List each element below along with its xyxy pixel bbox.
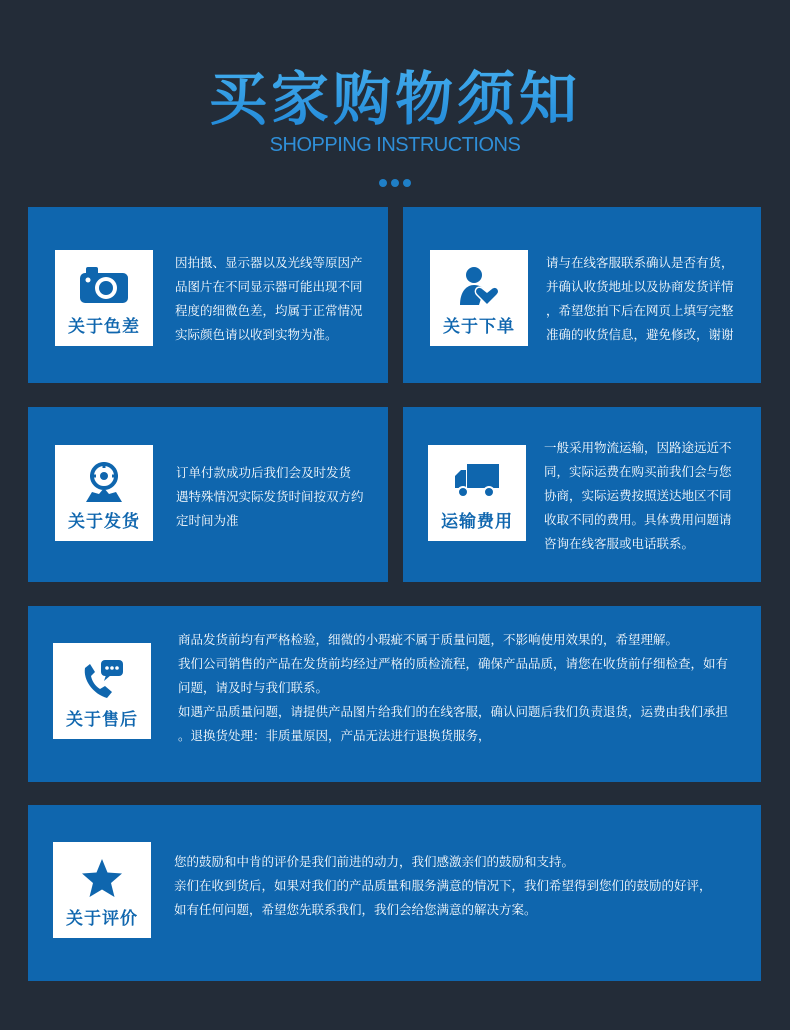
text-line: 协商，实际运费按照送达地区不同 xyxy=(544,488,732,503)
decorative-dots xyxy=(0,172,790,191)
text-line: 咨询在线客服或电话联系。 xyxy=(544,536,695,551)
text-line: 。退换货处理：非质量原因，产品无法进行退换货服务， xyxy=(178,728,491,743)
text-line: 亲们在收到货后，如果对我们的产品质量和服务满意的情况下，我们希望得到您们的鼓励的好评， xyxy=(174,878,712,893)
truck-icon xyxy=(453,460,501,500)
star-icon xyxy=(80,857,124,901)
text-line: 程度的细微色差，均属于正常情况 xyxy=(175,303,363,318)
user-heart-icon xyxy=(457,265,501,309)
card-text xyxy=(178,628,758,748)
card-label: 运输费用 xyxy=(441,512,513,532)
card-color-difference xyxy=(28,207,388,383)
card-freight xyxy=(403,407,761,582)
card-label: 关于售后 xyxy=(66,710,138,730)
text-line: 如遇产品质量问题，请提供产品图片给我们的在线客服，确认问题后我们负责退货，运费由我们承担 xyxy=(178,704,729,719)
card-text xyxy=(544,436,756,556)
text-line: 并确认收货地址以及协商发货详情 xyxy=(546,279,734,294)
text-line: 请与在线客服联系确认是否有货， xyxy=(546,255,734,270)
text-line: 同，实际运费在购买前我们会与您 xyxy=(544,464,732,479)
text-line: ，希望您拍下后在网页上填写完整 xyxy=(546,303,734,318)
card-text xyxy=(174,850,758,922)
text-line: 准确的收货信息，避免修改，谢谢 xyxy=(546,327,734,342)
text-line: 实际颜色请以收到实物为准。 xyxy=(175,327,338,342)
page-title: 买家购物须知 xyxy=(0,52,790,136)
text-line: 您的鼓励和中肯的评价是我们前进的动力，我们感激亲们的鼓励和支持。 xyxy=(174,854,575,869)
card-shipping xyxy=(28,407,388,582)
icon-box xyxy=(430,250,528,346)
card-after-sales xyxy=(28,606,761,782)
card-text xyxy=(546,251,756,347)
phone-chat-icon xyxy=(79,658,125,702)
text-line: 问题，请及时与我们联系。 xyxy=(178,680,329,695)
card-reviews xyxy=(28,805,761,981)
card-label: 关于下单 xyxy=(443,317,515,337)
card-text xyxy=(175,251,380,347)
icon-box xyxy=(55,250,153,346)
page-subtitle: SHOPPING INSTRUCTIONS xyxy=(269,134,521,156)
text-line: 一般采用物流运输，因路途远近不 xyxy=(544,440,732,455)
text-line: 我们公司销售的产品在发货前均经过严格的质检流程，确保产品品质，请您在收货前仔细检查，如有 xyxy=(178,656,729,671)
icon-box xyxy=(53,643,151,739)
card-label: 关于色差 xyxy=(68,317,140,337)
card-label: 关于发货 xyxy=(68,512,140,532)
text-line: 订单付款成功后我们会及时发货 xyxy=(176,465,352,480)
card-label: 关于评价 xyxy=(66,909,138,929)
text-line: 品图片在不同显示器可能出现不同 xyxy=(175,279,363,294)
map-location-icon xyxy=(82,460,126,504)
text-line: 遇特殊情况实际发货时间按双方约 xyxy=(176,489,364,504)
text-line: 收取不同的费用。具体费用问题请 xyxy=(544,512,732,527)
camera-icon xyxy=(78,265,130,305)
text-line: 定时间为准 xyxy=(176,513,239,528)
text-line: 因拍摄、显示器以及光线等原因产 xyxy=(175,255,363,270)
text-line: 如有任何问题，希望您先联系我们，我们会给您满意的解决方案。 xyxy=(174,902,537,917)
icon-box xyxy=(53,842,151,938)
icon-box xyxy=(428,445,526,541)
text-line: 商品发货前均有严格检验，细微的小瑕疵不属于质量问题，不影响使用效果的，希望理解。 xyxy=(178,632,679,647)
card-text xyxy=(176,461,381,533)
card-placing-order xyxy=(403,207,761,383)
icon-box xyxy=(55,445,153,541)
